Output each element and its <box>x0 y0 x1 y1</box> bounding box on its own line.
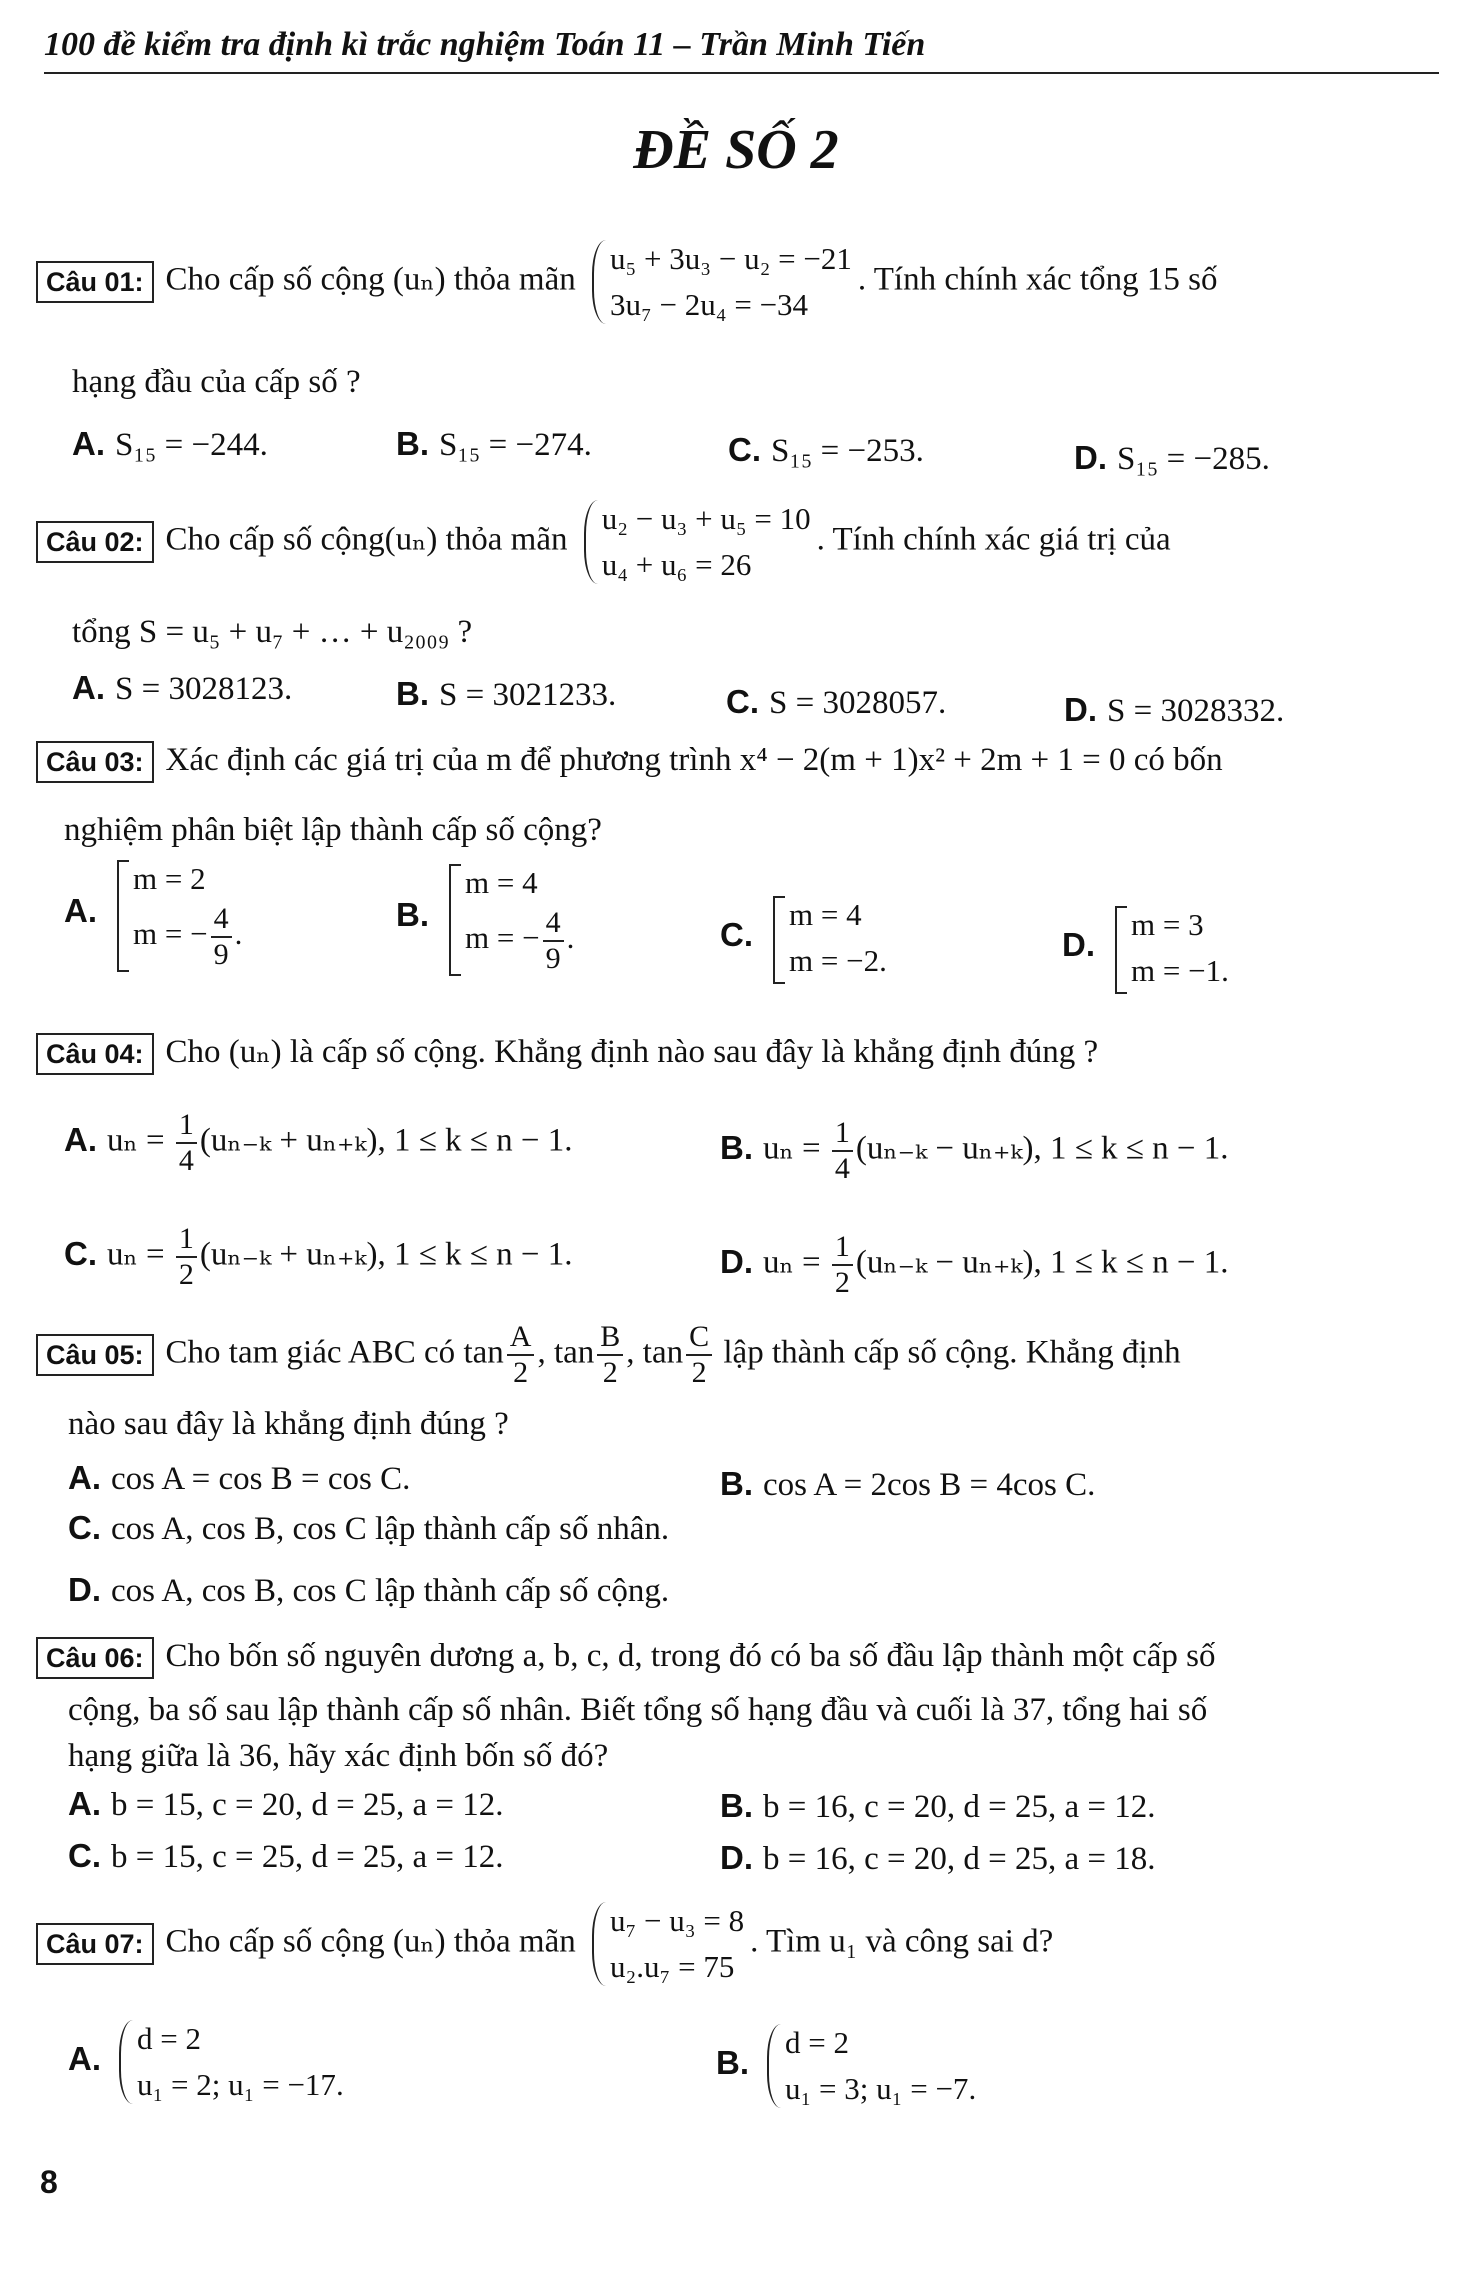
option-d[interactable] <box>720 1836 1156 1881</box>
question-text-continued: hạng đầu của cấp số ? <box>72 364 361 400</box>
equation-line: 3u₇ − 2u₄ = −34 <box>609 287 809 322</box>
formula-part: uₙ = <box>107 1236 173 1273</box>
equation-line: m = 4 <box>789 897 862 932</box>
fraction-denominator: 4 <box>834 1152 850 1185</box>
equation-line: d = 2 <box>785 2025 849 2060</box>
bracket-system <box>769 892 887 984</box>
fraction <box>832 1116 853 1186</box>
fraction-denominator: 2 <box>834 1266 850 1299</box>
equation-line: d = 2 <box>137 2021 201 2056</box>
option-letter: A. <box>68 1459 101 1496</box>
option-d[interactable] <box>68 1568 669 1613</box>
option-text: S = 3028057. <box>769 685 947 721</box>
fraction <box>176 1108 197 1178</box>
option-text: cos A = 2cos B = 4cos C. <box>763 1467 1096 1503</box>
option-b[interactable] <box>720 1116 1229 1186</box>
option-letter: A. <box>64 1120 97 1158</box>
fraction-numerator: 1 <box>176 1222 197 1258</box>
option-d[interactable] <box>1064 688 1284 733</box>
bracket-system <box>113 856 242 972</box>
equation-line <box>137 2062 344 2108</box>
option-letter: B. <box>720 1787 753 1824</box>
option-c[interactable] <box>728 428 924 473</box>
equation-end: . <box>335 2067 344 2102</box>
option-text: S₁₅ = −244. <box>115 427 268 463</box>
option-a[interactable] <box>68 1456 410 1501</box>
equation-line: m = 3 <box>1131 907 1204 942</box>
bracket-system <box>1111 902 1229 994</box>
page-number: 8 <box>40 2164 58 2200</box>
formula-part: uₙ = <box>763 1244 829 1281</box>
option-letter: B. <box>720 1128 753 1166</box>
equation-line: m = 4 <box>465 865 538 900</box>
option-d[interactable] <box>1074 436 1270 481</box>
option-letter: A. <box>72 669 105 706</box>
question-text: . Tìm u₁ và công sai d? <box>750 1923 1054 1960</box>
fraction-denominator: 4 <box>178 1144 194 1177</box>
question-5 <box>36 1320 1446 1390</box>
option-b[interactable] <box>720 1462 1095 1507</box>
option-text: b = 15, c = 20, d = 25, a = 12. <box>111 1787 504 1823</box>
question-text: lập thành cấp số cộng. Khẳng định <box>723 1334 1181 1371</box>
question-text-continued: hạng giữa là 36, hãy xác định bốn số đó? <box>68 1738 609 1774</box>
option-b[interactable] <box>396 860 580 976</box>
formula-part: uₙ = <box>107 1122 173 1159</box>
option-letter: B. <box>720 1465 753 1502</box>
option-letter: C. <box>68 1837 101 1874</box>
exam-title: ĐỀ SỐ 2 <box>633 119 839 181</box>
option-text: S = 3028123. <box>115 671 293 707</box>
option-letter: A. <box>64 891 97 929</box>
formula-part: (uₙ₋ₖ + uₙ₊ₖ), 1 ≤ k ≤ n − 1. <box>199 1236 573 1273</box>
question-label: Câu 07: <box>36 1923 154 1965</box>
question-7 <box>36 1898 1446 1990</box>
equation-end: . <box>566 920 575 956</box>
tan-label: , tan <box>626 1334 684 1371</box>
tan-label: , tan <box>537 1334 595 1371</box>
question-1 <box>36 236 1446 328</box>
formula-part: (uₙ₋ₖ + uₙ₊ₖ), 1 ≤ k ≤ n − 1. <box>199 1122 573 1159</box>
question-label: Câu 02: <box>36 521 154 563</box>
option-d[interactable] <box>720 1230 1229 1300</box>
fraction-numerator: 1 <box>176 1108 197 1144</box>
question-label: Câu 03: <box>36 741 154 783</box>
question-text: . Tính chính xác giá trị của <box>816 521 1171 558</box>
option-letter: C. <box>64 1234 97 1272</box>
option-text: S₁₅ = −253. <box>771 433 924 469</box>
option-letter: D. <box>1062 925 1095 963</box>
fraction-denominator: 2 <box>602 1356 618 1389</box>
option-text: cos A, cos B, cos C lập thành cấp số nhân. <box>111 1511 670 1547</box>
option-letter: B. <box>396 675 429 712</box>
option-letter: D. <box>720 1839 753 1876</box>
option-b[interactable] <box>720 1784 1156 1829</box>
option-text: cos A = cos B = cos C. <box>111 1461 411 1497</box>
option-letter: B. <box>396 895 429 933</box>
question-4 <box>36 1030 1446 1075</box>
equation-end: . <box>879 943 887 978</box>
option-c[interactable] <box>68 1506 669 1551</box>
option-letter: C. <box>720 915 753 953</box>
fraction-denominator: 9 <box>213 938 229 971</box>
option-text: S₁₅ = −285. <box>1117 441 1270 477</box>
option-a[interactable] <box>72 422 268 467</box>
question-text: Cho bốn số nguyên dương a, b, c, d, trong đó có ba số đầu lập thành một cấp số <box>165 1638 1216 1674</box>
equation-end: . <box>968 2071 977 2106</box>
question-text: . Tính chính xác tổng 15 số <box>857 261 1218 298</box>
option-letter: A. <box>68 1785 101 1822</box>
question-text: Cho cấp số cộng (uₙ) thỏa mãn <box>165 261 576 298</box>
option-text: b = 15, c = 25, d = 25, a = 12. <box>111 1839 504 1875</box>
equation-part: u₁ = 3; u₁ = −7 <box>785 2071 969 2106</box>
fraction-numerator: 1 <box>832 1116 853 1152</box>
fraction-numerator: 1 <box>832 1230 853 1266</box>
fraction <box>686 1320 712 1390</box>
fraction <box>597 1320 623 1390</box>
option-letter: C. <box>728 431 761 468</box>
equation-system <box>590 236 852 328</box>
option-letter: C. <box>68 1509 101 1546</box>
fraction-denominator: 2 <box>691 1356 707 1389</box>
fraction <box>176 1222 197 1292</box>
running-header: 100 đề kiểm tra định kì trắc nghiệm Toán 11 – Trần Minh Tiến <box>44 26 926 63</box>
question-3 <box>36 738 1446 783</box>
option-a[interactable] <box>68 1782 504 1827</box>
option-b[interactable] <box>396 672 616 717</box>
equation-line: u₂.u₇ = 75 <box>609 1949 735 1984</box>
option-letter: B. <box>396 425 429 462</box>
fraction-denominator: 2 <box>513 1356 529 1389</box>
fraction-numerator: B <box>597 1320 623 1356</box>
equation-line <box>133 902 242 972</box>
option-c[interactable] <box>726 680 946 725</box>
option-letter: B. <box>716 2043 749 2081</box>
question-label: Câu 01: <box>36 261 154 303</box>
equation-part: m = −2 <box>789 943 880 978</box>
equation-system <box>590 1898 744 1990</box>
equation-part: u₁ = 2; u₁ = −17 <box>137 2067 336 2102</box>
option-c[interactable] <box>720 892 893 984</box>
fraction-numerator: 4 <box>543 906 564 942</box>
equation-part: m = − <box>133 916 208 952</box>
question-text-continued: nghiệm phân biệt lập thành cấp số cộng? <box>64 812 602 848</box>
fraction <box>543 906 564 976</box>
option-letter: A. <box>72 425 105 462</box>
header-rule <box>44 72 1439 74</box>
option-text: cos A, cos B, cos C lập thành cấp số cộng. <box>111 1573 670 1609</box>
equation-line <box>1131 948 1229 994</box>
equation-system <box>117 2016 344 2108</box>
fraction-numerator: 4 <box>211 902 232 938</box>
equation-end: . <box>234 916 243 952</box>
equation-line: u₄ + u₆ = 26 <box>601 547 752 582</box>
option-letter: A. <box>68 2039 101 2077</box>
fraction-numerator: A <box>507 1320 535 1356</box>
fraction-denominator: 9 <box>545 942 561 975</box>
option-c[interactable] <box>64 1222 573 1292</box>
fraction <box>507 1320 535 1390</box>
question-text: Cho cấp số cộng (uₙ) thỏa mãn <box>165 1923 576 1960</box>
option-a[interactable] <box>68 2016 350 2108</box>
option-a[interactable] <box>72 666 292 711</box>
fraction <box>832 1230 853 1300</box>
question-label: Câu 05: <box>36 1334 154 1376</box>
question-text: Cho cấp số cộng(uₙ) thỏa mãn <box>165 521 568 558</box>
fraction <box>211 902 232 972</box>
fraction-denominator: 2 <box>178 1258 194 1291</box>
fraction-numerator: C <box>686 1320 712 1356</box>
question-text-continued: nào sau đây là khẳng định đúng ? <box>68 1406 509 1442</box>
question-text: Xác định các giá trị của m để phương trình x⁴ − 2(m + 1)x² + 2m + 1 = 0 có bốn <box>165 742 1223 778</box>
equation-line: u₂ − u₃ + u₅ = 10 <box>601 501 811 536</box>
option-c[interactable] <box>68 1834 504 1879</box>
option-text: b = 16, c = 20, d = 25, a = 12. <box>763 1789 1156 1825</box>
equation-line: u₅ + 3u₃ − u₂ = −21 <box>609 241 852 276</box>
option-text: S = 3021233. <box>439 677 617 713</box>
option-d[interactable] <box>1062 902 1235 994</box>
option-b[interactable] <box>396 422 592 467</box>
question-text-continued: tổng S = u₅ + u₇ + … + u₂₀₀₉ ? <box>72 614 473 650</box>
equation-line <box>465 906 574 976</box>
option-letter: D. <box>1074 439 1107 476</box>
question-label: Câu 06: <box>36 1637 154 1679</box>
equation-line: m = 2 <box>133 861 206 896</box>
question-text: Cho (uₙ) là cấp số cộng. Khẳng định nào sau đây là khẳng định đúng ? <box>165 1034 1099 1070</box>
option-a[interactable] <box>64 856 248 972</box>
equation-part: m = − <box>465 920 540 956</box>
equation-end: . <box>1221 953 1229 988</box>
question-6 <box>36 1634 1446 1679</box>
formula-part: uₙ = <box>763 1130 829 1167</box>
option-text: S = 3028332. <box>1107 693 1285 729</box>
option-letter: D. <box>68 1571 101 1608</box>
question-text-continued: cộng, ba số sau lập thành cấp số nhân. Biết tổng số hạng đầu và cuối là 37, tổng hai số <box>68 1692 1208 1728</box>
option-b[interactable] <box>716 2020 982 2112</box>
question-text: Cho tam giác ABC có <box>165 1334 456 1371</box>
tan-label: tan <box>463 1334 504 1371</box>
option-letter: C. <box>726 683 759 720</box>
equation-line: u₇ − u₃ = 8 <box>609 1903 745 1938</box>
formula-part: (uₙ₋ₖ − uₙ₊ₖ), 1 ≤ k ≤ n − 1. <box>855 1244 1229 1281</box>
option-text: S₁₅ = −274. <box>439 427 592 463</box>
equation-part: m = −1 <box>1131 953 1222 988</box>
question-label: Câu 04: <box>36 1033 154 1075</box>
equation-line <box>789 938 887 984</box>
option-letter: D. <box>720 1242 753 1280</box>
bracket-system <box>445 860 574 976</box>
question-2 <box>36 496 1446 588</box>
formula-part: (uₙ₋ₖ − uₙ₊ₖ), 1 ≤ k ≤ n − 1. <box>855 1130 1229 1167</box>
option-a[interactable] <box>64 1108 573 1178</box>
equation-line <box>785 2066 976 2112</box>
equation-system <box>582 496 811 588</box>
equation-system <box>765 2020 976 2112</box>
option-text: b = 16, c = 20, d = 25, a = 18. <box>763 1841 1156 1877</box>
option-letter: D. <box>1064 691 1097 728</box>
